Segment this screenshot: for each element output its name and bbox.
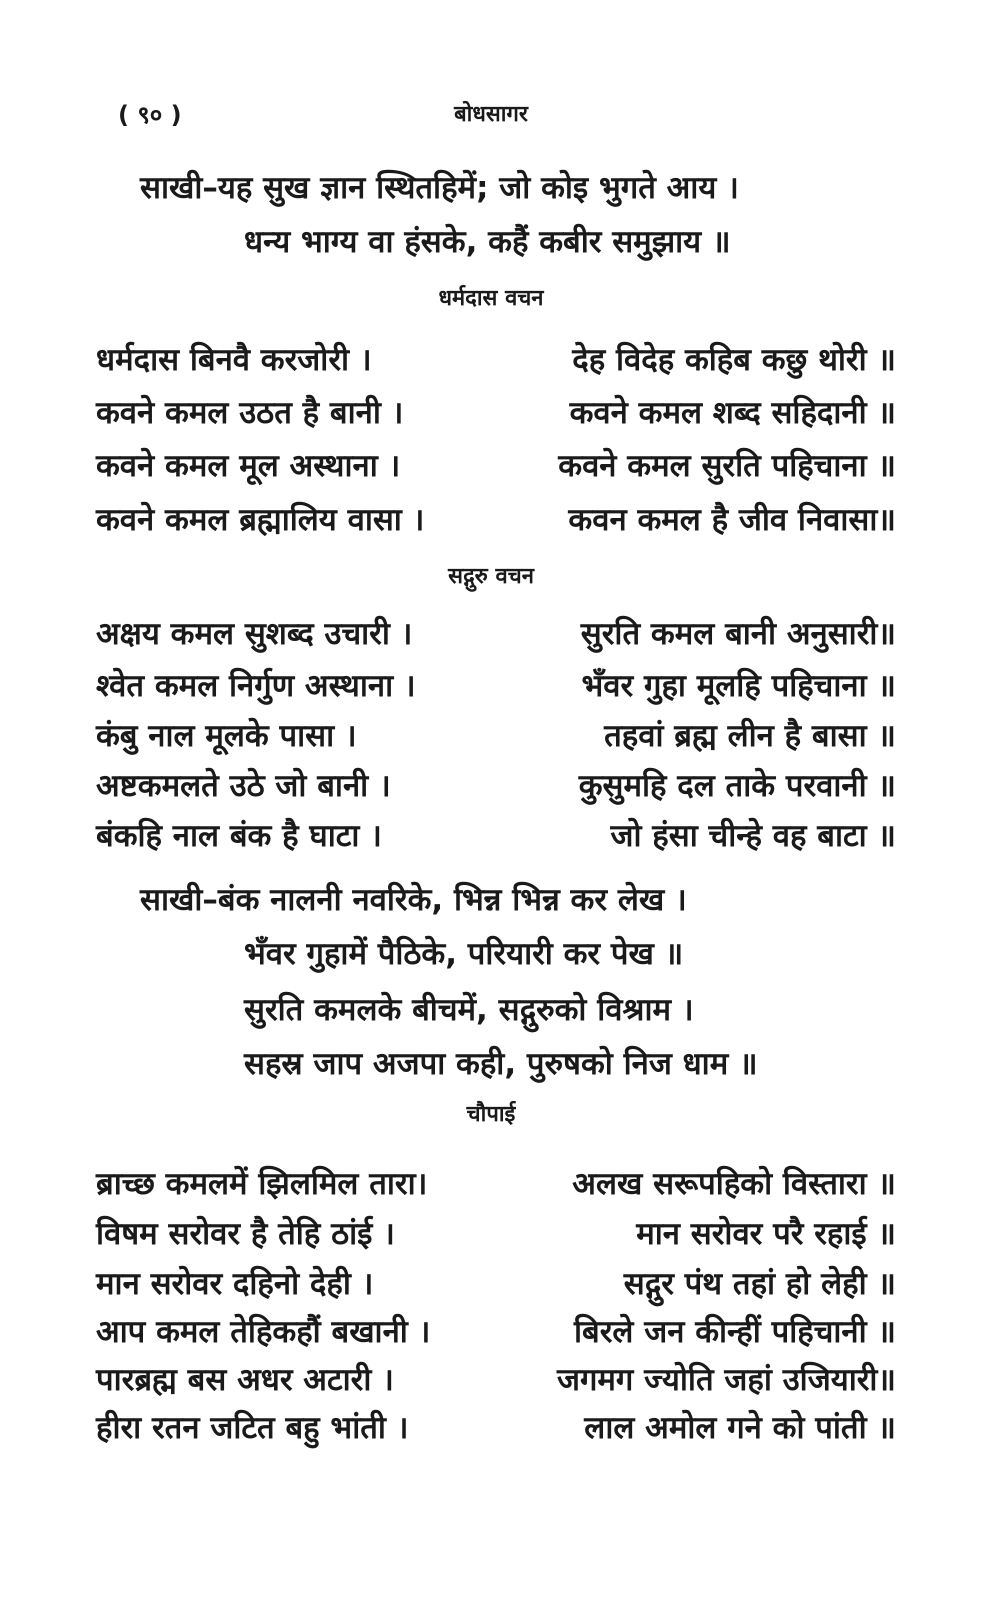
verse-line [96, 1164, 896, 1204]
sakhi-2-line-2: भँवर गुहामें पैठिके, परियारी कर पेख ॥ [244, 936, 684, 972]
verse-half: देह विदेह कहिब कछु थोरी ॥ [572, 342, 896, 378]
verse-half: लाल अमोल गने को पांती ॥ [584, 1410, 896, 1446]
verse-half: कंबु नाल मूलके पासा । [96, 718, 357, 754]
verse-half: अक्षय कमल सुशब्द उचारी । [96, 616, 413, 652]
section-heading-dharmdas: धर्मदास वचन [438, 286, 544, 311]
verse-line [96, 1264, 896, 1304]
verse-half: कवन कमल है जीव निवासा॥ [568, 502, 896, 538]
verse-line [96, 1360, 896, 1400]
sakhi-2-line-1: साखी–बंक नालनी नवरिके, भिन्न भिन्न कर लेख । [140, 882, 687, 918]
verse-line [96, 666, 896, 706]
verse-half: कुसुमहि दल ताके परवानी ॥ [578, 768, 896, 804]
verse-half: कवने कमल शब्द सहिदानी ॥ [569, 395, 896, 431]
verse-half: मान सरोवर परै रहाई ॥ [636, 1216, 896, 1252]
sakhi-1-line-1: साखी–यह सुख ज्ञान स्थितहिमें; जो कोइ भुगते आय । [140, 170, 739, 206]
verse-half: श्वेत कमल निर्गुण अस्थाना । [96, 668, 416, 704]
verse-half: जो हंसा चीन्हे वह बाटा ॥ [610, 818, 896, 854]
verse-half: कवने कमल मूल अस्थाना । [96, 448, 401, 484]
verse-half: भँवर गुहा मूलहि पहिचाना ॥ [581, 668, 896, 704]
sakhi-2-line-3: सुरति कमलके बीचमें, सद्गुरुको विश्राम । [244, 992, 694, 1028]
section-heading-sadguru: सद्गुरु वचन [448, 564, 534, 589]
verse-line [96, 1214, 896, 1254]
verse-half: धर्मदास बिनवै करजोरी । [96, 342, 372, 378]
verse-line [96, 446, 896, 486]
verse-line [96, 1312, 896, 1352]
verse-half: बंकहि नाल बंक है घाटा । [96, 818, 382, 854]
verse-half: तहवां ब्रह्म लीन है बासा ॥ [604, 718, 896, 754]
verse-half: पारब्रह्म बस अधर अटारी । [96, 1362, 394, 1398]
verse-half: कवने कमल उठत है बानी । [96, 395, 404, 431]
verse-half: अष्टकमलते उठे जो बानी । [96, 768, 391, 804]
verse-line [96, 500, 896, 540]
verse-line [96, 816, 896, 856]
verse-half: कवने कमल ब्रह्मालिय वासा । [96, 502, 425, 538]
verse-half: ब्राच्छ कमलमें झिलमिल तारा। [96, 1166, 428, 1202]
verse-line [96, 766, 896, 806]
verse-half: अलख सरूपहिको विस्तारा ॥ [572, 1166, 896, 1202]
page-header [0, 98, 982, 138]
verse-half: आप कमल तेहिकहौं बखानी । [96, 1314, 431, 1350]
running-title: बोधसागर [454, 102, 528, 127]
verse-half: मान सरोवर दहिनो देही । [96, 1266, 374, 1302]
sakhi-1-line-2: धन्य भाग्य वा हंसके, कहैं कबीर समुझाय ॥ [244, 224, 731, 260]
verse-half: कवने कमल सुरति पहिचाना ॥ [558, 448, 896, 484]
verse-line [96, 393, 896, 433]
verse-half: बिरले जन कीन्हीं पहिचानी ॥ [573, 1314, 896, 1350]
verse-half: विषम सरोवर है तेहि ठांई । [96, 1216, 395, 1252]
verse-line [96, 1408, 896, 1448]
verse-line [96, 340, 896, 380]
verse-half: हीरा रतन जटित बहु भांती । [96, 1410, 409, 1446]
sakhi-2-line-4: सहस्र जाप अजपा कही, पुरुषको निज धाम ॥ [244, 1046, 758, 1082]
verse-half: सद्गुर पंथ तहां हो लेही ॥ [623, 1266, 896, 1302]
verse-line [96, 716, 896, 756]
verse-half: सुरति कमल बानी अनुसारी॥ [580, 616, 896, 652]
page-number: ( ९० ) [118, 101, 182, 129]
verse-half: जगमग ज्योति जहां उजियारी॥ [556, 1362, 896, 1398]
section-heading-chaupai: चौपाई [466, 1102, 516, 1127]
verse-line [96, 614, 896, 654]
